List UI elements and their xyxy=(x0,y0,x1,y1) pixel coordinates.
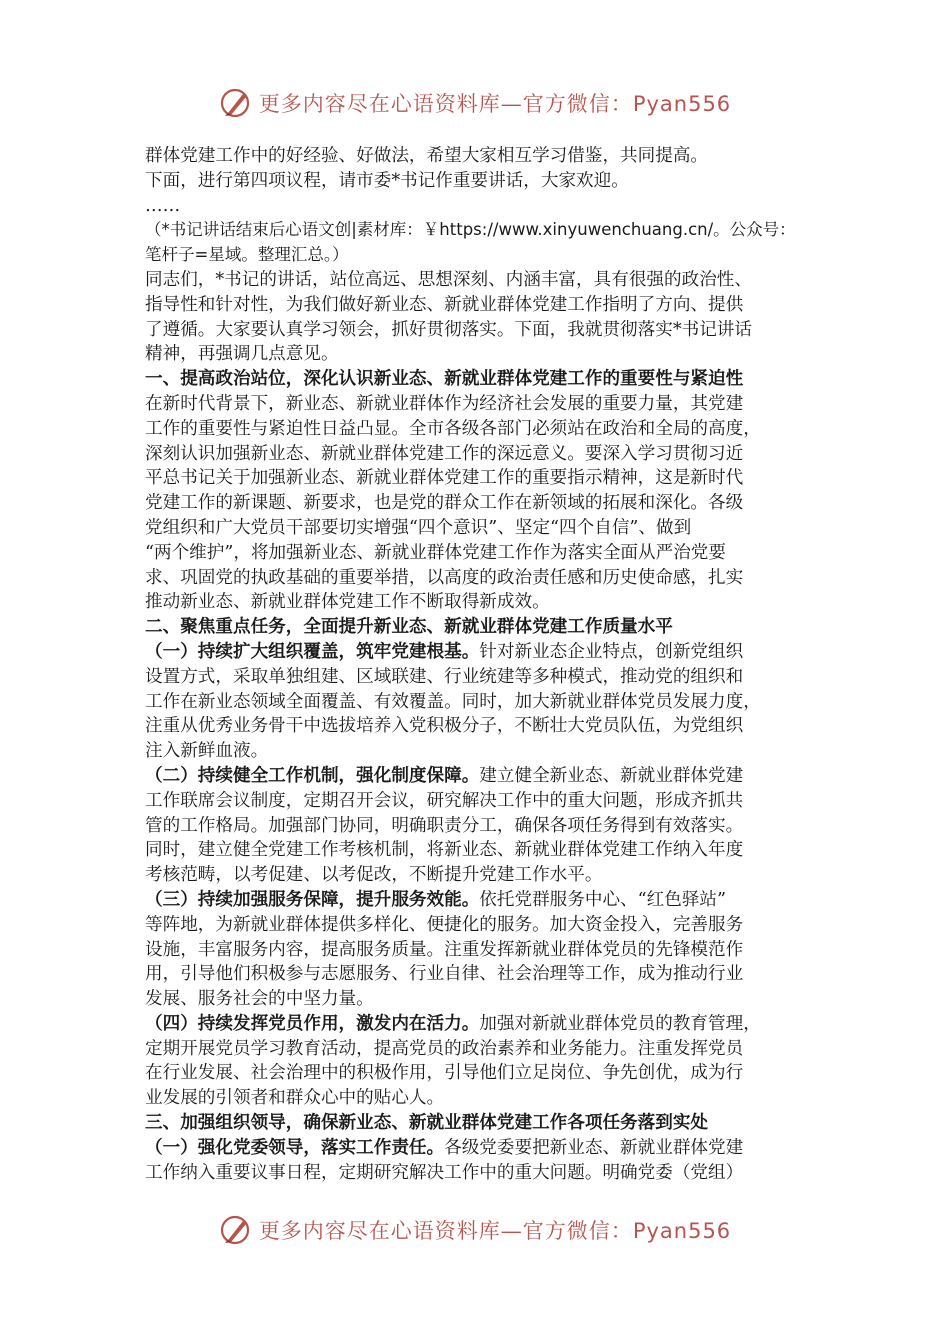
text-line xyxy=(145,566,820,591)
text-line xyxy=(145,938,820,963)
line-text: 党组织和广大党员干部要切实增强“四个意识”、坚定“四个自信”、做到 xyxy=(145,517,692,538)
line-text: 用，引导他们积极参与志愿服务、行业自律、社会治理等工作，成为推动行业 xyxy=(145,964,744,985)
line-text: 设置方式，采取单独组建、区域联建、行业统建等多种模式，推动党的组织和 xyxy=(145,666,744,687)
line-text: 定期开展党员学习教育活动，提高党员的政治素养和业务能力。注重发挥党员 xyxy=(145,1038,744,1059)
pen-logo-icon xyxy=(219,86,253,120)
text-line xyxy=(145,491,820,516)
text-line xyxy=(145,144,820,169)
text-line xyxy=(145,1061,820,1086)
line-text: 求、巩固党的执政基础的重要举措，以高度的政治责任感和历史使命感，扎实 xyxy=(145,567,744,588)
text-line xyxy=(145,690,820,715)
line-text: 注重从优秀业务骨干中选拔培养入党积极分子，不断壮大党员队伍，为党组织 xyxy=(145,716,744,737)
line-text: 深刻认识加强新业态、新就业群体党建工作的深远意义。要深入学习贯彻习近 xyxy=(145,443,744,464)
text-line xyxy=(145,417,820,442)
section-heading xyxy=(145,367,820,392)
text-line xyxy=(145,640,820,665)
line-text: 管的工作格局。加强部门协同，明确职责分工，确保各项任务得到有效落实。 xyxy=(145,815,744,836)
text-line xyxy=(145,243,820,268)
text-line xyxy=(145,1161,820,1186)
subheading-lead: （一）持续扩大组织覆盖，筑牢党建根基。 xyxy=(145,640,480,662)
line-text: …… xyxy=(145,195,181,216)
subheading-lead: （三）持续加强服务保障，提升服务效能。 xyxy=(145,888,480,910)
text-line xyxy=(145,764,820,789)
pen-logo-icon xyxy=(219,1213,253,1247)
line-text: 三、加强组织领导，确保新业态、新就业群体党建工作各项任务落到实处 xyxy=(145,1112,709,1134)
subheading-lead: （四）持续发挥党员作用，激发内在活力。 xyxy=(145,1012,480,1034)
text-line xyxy=(145,814,820,839)
line-text: 党建工作的新课题、新要求，也是党的群众工作在新领域的拓展和深化。各级 xyxy=(145,493,744,514)
line-text: “两个维护”，将加强新业态、新就业群体党建工作作为落实全面从严治党要 xyxy=(145,542,726,563)
line-text: 发展、服务社会的中坚力量。 xyxy=(145,989,374,1010)
line-text: 等阵地，为新就业群体提供多样化、便捷化的服务。加大资金投入，完善服务 xyxy=(145,914,744,935)
text-line xyxy=(145,466,820,491)
line-text: 在行业发展、社会治理中的积极作用，引导他们立足岗位、争先创优，成为行 xyxy=(145,1063,744,1084)
banner-text: 更多内容尽在心语资料库—官方微信：Pyan556 xyxy=(258,1219,732,1243)
text-line xyxy=(145,169,820,194)
line-text: 推动新业态、新就业群体党建工作不断取得新成效。 xyxy=(145,592,550,613)
line-text: 考核范畴，以考促建、以考促改，不断提升党建工作水平。 xyxy=(145,865,603,886)
line-text: 二、聚焦重点任务，全面提升新业态、新就业群体党建工作质量水平 xyxy=(145,616,673,638)
line-text: 在新时代背景下，新业态、新就业群体作为经济社会发展的重要力量，其党建 xyxy=(145,393,744,414)
text-line xyxy=(145,268,820,293)
text-line xyxy=(145,590,820,615)
text-line xyxy=(145,838,820,863)
line-text: 依托党群服务中心、“红色驿站” xyxy=(479,889,727,910)
text-line xyxy=(145,987,820,1012)
line-text: 同志们，*书记的讲话，站位高远、思想深刻、内涵丰富，具有很强的政治性、 xyxy=(145,269,752,290)
text-line xyxy=(145,218,820,243)
subheading-lead: （一）强化党委领导，落实工作责任。 xyxy=(145,1136,445,1158)
text-line xyxy=(145,342,820,367)
text-line xyxy=(145,1136,820,1161)
text-line xyxy=(145,442,820,467)
text-line xyxy=(145,913,820,938)
footer-banner xyxy=(0,1210,950,1250)
text-line xyxy=(145,392,820,417)
text-line xyxy=(145,962,820,987)
line-text: 设施，丰富服务内容，提高服务质量。注重发挥新就业群体党员的先锋模范作 xyxy=(145,939,744,960)
text-line xyxy=(145,1086,820,1111)
text-line xyxy=(145,665,820,690)
document-body xyxy=(145,144,820,1185)
line-text: 工作在新业态领域全面覆盖、有效覆盖。同时，加大新就业群体党员发展力度， xyxy=(145,691,761,712)
line-text: 一、提高政治站位，深化认识新业态、新就业群体党建工作的重要性与紧迫性 xyxy=(145,368,744,390)
text-line xyxy=(145,541,820,566)
line-text: 了遵循。大家要认真学习领会，抓好贯彻落实。下面，我就贯彻落实*书记讲话 xyxy=(145,319,752,340)
text-line xyxy=(145,1012,820,1037)
section-heading xyxy=(145,1111,820,1136)
wechat-id: Pyan556 xyxy=(632,92,732,116)
text-line xyxy=(145,293,820,318)
line-text: 笔杆子=星域。整理汇总。） xyxy=(145,245,349,265)
line-text: 同时，建立健全党建工作考核机制，将新业态、新就业群体党建工作纳入年度 xyxy=(145,840,744,861)
line-text: 各级党委要把新业态、新就业群体党建 xyxy=(444,1137,744,1158)
line-text: 加强对新就业群体党员的教育管理， xyxy=(479,1013,761,1034)
text-line xyxy=(145,714,820,739)
line-text: 建立健全新业态、新就业群体党建 xyxy=(479,765,744,786)
line-text: 工作纳入重要议事日程，定期研究解决工作中的重大问题。明确党委（党组） xyxy=(145,1162,744,1183)
line-text: 群体党建工作中的好经验、好做法，希望大家相互学习借鉴，共同提高。 xyxy=(145,146,709,166)
line-text: 针对新业态企业特点，创新党组织 xyxy=(479,641,744,662)
wechat-id: Pyan556 xyxy=(632,1219,732,1243)
text-line xyxy=(145,194,820,219)
line-text: 注入新鲜血液。 xyxy=(145,741,269,762)
text-line xyxy=(145,739,820,764)
text-line xyxy=(145,888,820,913)
header-banner xyxy=(0,83,950,123)
line-text: （*书记讲话结束后心语文创|素材库：￥https://www.xinyuwenchuang.cn/。公众号： xyxy=(145,220,796,240)
line-text: 平总书记关于加强新业态、新就业群体党建工作的重要指示精神，这是新时代 xyxy=(145,468,744,489)
line-text: 精神，再强调几点意见。 xyxy=(145,344,339,365)
text-line xyxy=(145,863,820,888)
line-text: 下面，进行第四项议程，请市委*书记作重要讲话，大家欢迎。 xyxy=(145,170,629,191)
subheading-lead: （二）持续健全工作机制，强化制度保障。 xyxy=(145,764,480,786)
line-text: 工作联席会议制度，定期召开会议，研究解决工作中的重大问题，形成齐抓共 xyxy=(145,790,744,811)
text-line xyxy=(145,516,820,541)
line-text: 指导性和针对性，为我们做好新业态、新就业群体党建工作指明了方向、提供 xyxy=(145,294,744,315)
line-text: 业发展的引领者和群众心中的贴心人。 xyxy=(145,1088,445,1109)
text-line xyxy=(145,318,820,343)
text-line xyxy=(145,789,820,814)
text-line xyxy=(145,1037,820,1062)
banner-text: 更多内容尽在心语资料库—官方微信：Pyan556 xyxy=(258,92,732,116)
section-heading xyxy=(145,615,820,640)
line-text: 工作的重要性与紧迫性日益凸显。全市各级各部门必须站在政治和全局的高度， xyxy=(145,418,761,439)
